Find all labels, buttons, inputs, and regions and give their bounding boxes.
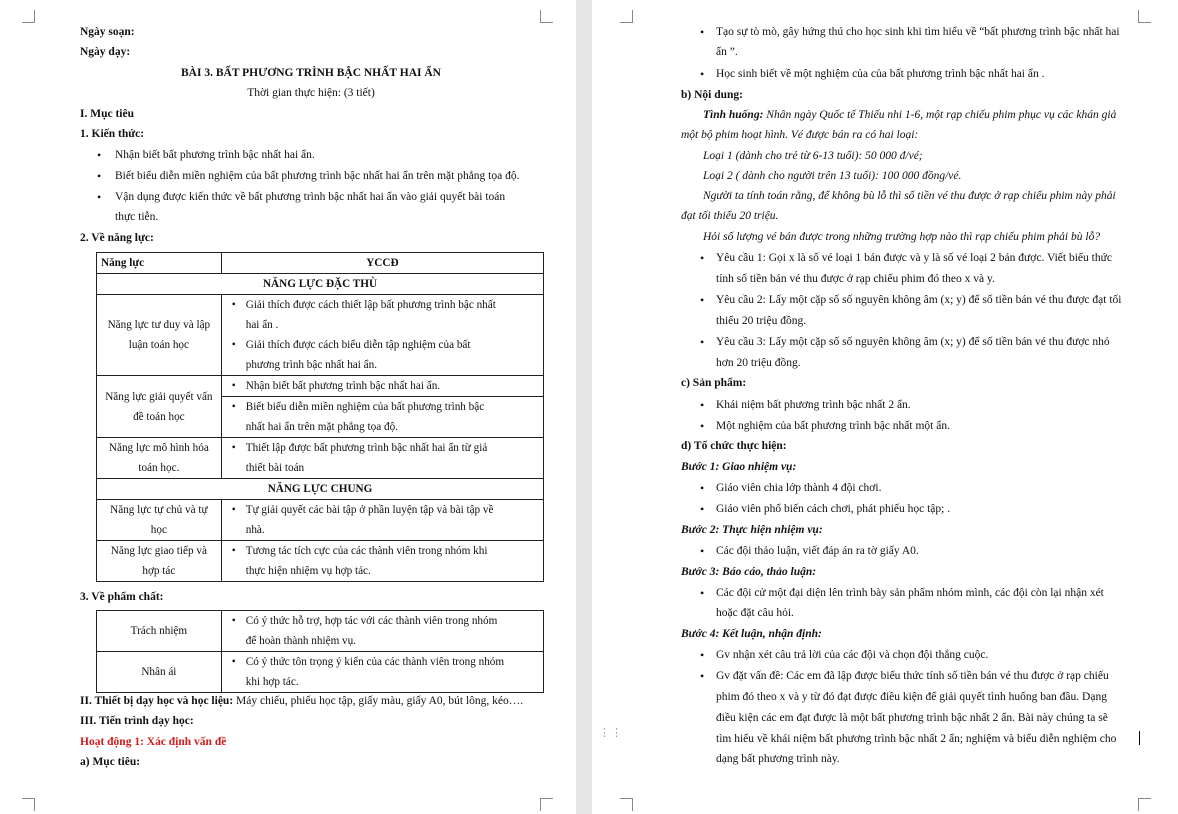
bullet: • [700,481,705,495]
list-item [226,376,539,396]
section-nang-luc-chung: NĂNG LỰC CHUNG [97,479,544,500]
table-header: YCCĐ [221,253,543,274]
crop-mark [22,10,35,23]
list-item-cont: hơn 20 triệu đồng. [716,357,801,369]
row-label-line: Năng lực tự chủ và tự [110,504,208,516]
table-header-row [97,253,544,274]
bullet: • [700,25,705,39]
lesson-duration: Thời gian thực hiện: (3 tiết) [247,87,375,99]
crop-mark [540,10,553,23]
row-content [221,376,543,397]
row-content [221,397,543,438]
row-label-line: toán học. [138,462,180,474]
row-label [97,438,222,479]
list-item-cont: thiểu 20 triệu đồng. [716,315,807,327]
list-item: Giáo viên phổ biến cách chơi, phát phiếu học tập; . [716,503,951,515]
row-label [97,541,222,582]
tinh-huong-text: Loại 2 ( dành cho người trên 13 tuổi): 100 000 đồng/vé. [703,170,962,182]
bullet: • [700,251,705,265]
table-header: Năng lực [97,253,222,274]
bullet: • [700,398,705,412]
bullet: • [700,669,705,683]
thiet-bi-label: II. Thiết bị dạy học và học liệu: [80,695,234,707]
list-item-text: Có ý thức tôn trọng ý kiến của các thành viên trong nhóm [245,656,505,668]
list-item [226,397,539,437]
list-item-text: Tương tác tích cực của các thành viên trong nhóm khi [245,545,488,557]
crop-mark [620,10,633,23]
page-gap [576,0,592,814]
row-content [221,438,543,479]
list-item-cont: phim đó theo x và y từ đó đạt được điều kiện để giải quyết tình huống ban đầu. Dạng [716,691,1107,703]
tinh-huong-text: đạt tối thiểu 20 triệu. [681,210,779,222]
row-content [221,295,543,376]
list-item-text: khi hợp tác. [245,676,299,688]
ngay-soan: Ngày soạn: [80,26,135,38]
thiet-bi-text: Máy chiếu, phiếu học tập, giấy màu, giấy A0, bút lông, kéo…. [233,695,524,707]
section-muc-tieu: I. Mục tiêu [80,108,134,120]
table-section-row [97,479,544,500]
table-row [97,500,544,541]
tinh-huong-text: Người ta tính toán rằng, để không bù lỗ thì số tiền vé thu được ở rạp chiếu phim này phải [703,190,1116,202]
list-item-text: hai ẩn . [245,319,279,331]
row-label-line: học [150,524,167,536]
list-item-text: Nhận biết bất phương trình bậc nhất hai ẩn. [245,380,441,392]
tinh-huong-text: Hỏi số lượng vé bán được trong những trường hợp nào thì rạp chiếu phim phải bù lỗ? [703,231,1101,243]
text-cursor [1139,731,1140,745]
crop-mark [1138,10,1151,23]
list-item-text: nhất hai ẩn trên mặt phẳng tọa độ. [245,421,398,433]
tinh-huong-text: Nhân ngày Quốc tế Thiếu nhi 1-6, một rạp chiếu phim phục vụ các khán giả [763,109,1117,121]
list-item: Học sinh biết về một nghiệm của của bất phương trình bậc nhất hai ẩn . [716,68,1045,80]
list-item-cont: tính số tiền bán vé thu được ở rạp chiếu phim đó theo x và y. [716,273,995,285]
list-item: Tạo sự tò mò, gây hứng thú cho học sinh khi tìm hiểu về “bất phương trình bậc nhất hai [716,26,1120,38]
list-item [226,652,539,692]
section-kien-thuc: 1. Kiến thức: [80,128,145,140]
list-item [226,611,539,651]
kien-thuc-item: Nhận biết bất phương trình bậc nhất hai ẩn. [115,149,315,161]
list-item-text: để hoàn thành nhiệm vụ. [245,635,357,647]
list-item-text: thực hiện nhiệm vụ hợp tác. [245,565,371,577]
kien-thuc-item-cont: thực tiễn. [115,211,159,223]
bullet: • [700,544,705,558]
section-nang-luc-dac-thu: NĂNG LỰC ĐẶC THÙ [97,274,544,295]
list-item [226,438,539,478]
kien-thuc-item: Vận dụng được kiến thức về bất phương trình bậc nhất hai ẩn vào giải quyết bài toán [115,191,506,203]
bullet: • [700,648,705,662]
table-row [97,376,544,397]
list-item: Khái niệm bất phương trình bậc nhất 2 ẩn. [716,399,911,411]
table-row [97,438,544,479]
row-label-line: Năng lực giải quyết vấn [105,390,213,403]
list-item [226,295,539,335]
list-item-text: Giải thích được cách thiết lập bất phương trình bậc nhất [245,299,496,311]
table-row [97,611,544,652]
document-page-left [0,0,576,814]
list-item-text: Giải thích được cách biểu diễn tập nghiệm của bất [245,339,471,351]
tinh-huong-text: Loại 1 (dành cho trẻ từ 6-13 tuổi): 50 000 đ/vé; [703,150,923,162]
list-item: Yêu cầu 2: Lấy một cặp số số nguyên không âm (x; y) để số tiền bán vé thu được đạt tối [716,294,1122,306]
table-section-row [97,274,544,295]
list-item-text: thiết bài toán [245,462,305,474]
row-label-line: Năng lực mô hình hóa [108,442,209,454]
row-content [221,611,543,652]
section-noi-dung: b) Nội dung: [681,89,743,101]
table-row [97,295,544,376]
crop-mark [22,798,35,811]
bullet: • [700,502,705,516]
row-label-line: Năng lực tư duy và lập [107,319,211,331]
row-content [221,541,543,582]
list-item-text: nhà. [245,524,265,536]
list-item: Các đội cử một đại diện lên trình bày sản phẩm nhóm mình, các đội còn lại nhận xét [716,587,1104,599]
buoc-1: Bước 1: Giao nhiệm vụ: [681,461,797,473]
list-item: Một nghiệm của bất phương trình bậc nhất một ẩn. [716,420,950,432]
tinh-huong-text: một bộ phim hoạt hình. Vé được bán ra có hai loại: [681,129,919,141]
nang-luc-table [96,252,544,582]
buoc-4: Bước 4: Kết luận, nhận định: [681,628,822,640]
kien-thuc-item: Biết biểu diễn miền nghiệm của bất phương trình bậc nhất hai ẩn trên mặt phẳng tọa độ. [115,170,520,182]
drag-handle-icon[interactable]: ⋮⋮ [599,727,623,739]
list-item: Yêu cầu 3: Lấy một cặp số số nguyên không âm (x; y) để số tiền bán vé thu được nhỏ [716,336,1110,348]
bullet: • [700,335,705,349]
row-label [97,295,222,376]
row-label-line: hợp tác [142,565,176,577]
activity-heading: Hoạt động 1: Xác định vấn đề [80,736,227,748]
row-label [97,500,222,541]
sub-muc-tieu: a) Mục tiêu: [80,756,141,768]
bullet: • [97,190,102,204]
list-item-cont: dạng bất phương trình này. [716,753,840,765]
row-label: Nhân ái [97,652,222,693]
buoc-2: Bước 2: Thực hiện nhiệm vụ: [681,524,823,536]
list-item-text: Biết biểu diễn miền nghiệm của bất phương trình bậc [245,401,485,413]
buoc-3: Bước 3: Báo cáo, thảo luận: [681,566,817,578]
list-item [226,335,539,375]
list-item-text: phương trình bậc nhất hai ẩn. [245,359,378,371]
list-item: Gv nhận xét câu trả lời của các đội và chọn đội thắng cuộc. [716,649,989,661]
list-item-cont: điều kiện các em đạt được là một bất phương trình bậc nhất 2 ẩn. Bài này chúng ta sẽ [716,712,1108,724]
crop-mark [1138,798,1151,811]
ngay-day: Ngày dạy: [80,46,131,58]
thiet-bi-line [80,693,523,709]
row-label-line: đề toán học [133,410,185,423]
list-item: Các đội thảo luận, viết đáp án ra tờ giấy A0. [716,545,919,557]
tinh-huong-label: Tình huống: [703,109,764,121]
row-label-line: luận toán học [128,339,189,351]
crop-mark [540,798,553,811]
list-item [226,500,539,540]
row-label: Trách nhiệm [97,611,222,652]
bullet: • [97,169,102,183]
bullet: • [700,586,705,600]
list-item: Yêu cầu 1: Gọi x là số vé loại 1 bán được và y là số vé loại 2 bán được. Viết biểu thức [716,252,1112,264]
section-tien-trinh: III. Tiến trình dạy học: [80,715,194,727]
row-content [221,652,543,693]
list-item-cont: tìm hiểu về khái niệm bất phương trình bậc nhất 2 ẩn; nghiệm và biểu diễn nghiệm cho [716,733,1117,745]
list-item: Giáo viên chia lớp thành 4 đội chơi. [716,482,882,494]
section-san-pham: c) Sản phẩm: [681,377,747,389]
list-item-cont: ẩn ”. [716,46,738,58]
bullet: • [97,148,102,162]
row-label [97,376,222,438]
list-item: Gv đặt vấn đề: Các em đã lập được biểu thức tính số tiền bán vé thu được ở rạp chiếu [716,670,1109,682]
list-item-text: Thiết lập được bất phương trình bậc nhất hai ẩn từ giả [245,442,488,454]
bullet: • [700,67,705,81]
list-item-cont: hoặc đặt câu hỏi. [716,607,794,619]
lesson-title: BÀI 3. BẤT PHƯƠNG TRÌNH BẬC NHẤT HAI ẨN [181,67,441,79]
table-row [97,652,544,693]
bullet: • [700,293,705,307]
list-item-text: Có ý thức hỗ trợ, hợp tác với các thành viên trong nhóm [245,615,498,627]
section-to-chuc: d) Tổ chức thực hiện: [681,440,787,452]
tinh-huong-line [703,107,1116,123]
crop-mark [620,798,633,811]
row-label-line: Năng lực giao tiếp và [110,545,207,557]
table-row [97,541,544,582]
list-item [226,541,539,581]
section-nang-luc: 2. Về năng lực: [80,232,154,244]
row-content [221,500,543,541]
section-pham-chat: 3. Về phẩm chất: [80,591,164,603]
list-item-text: Tự giải quyết các bài tập ở phần luyện tập và bài tập về [245,504,494,516]
bullet: • [700,419,705,433]
pham-chat-table [96,610,544,693]
